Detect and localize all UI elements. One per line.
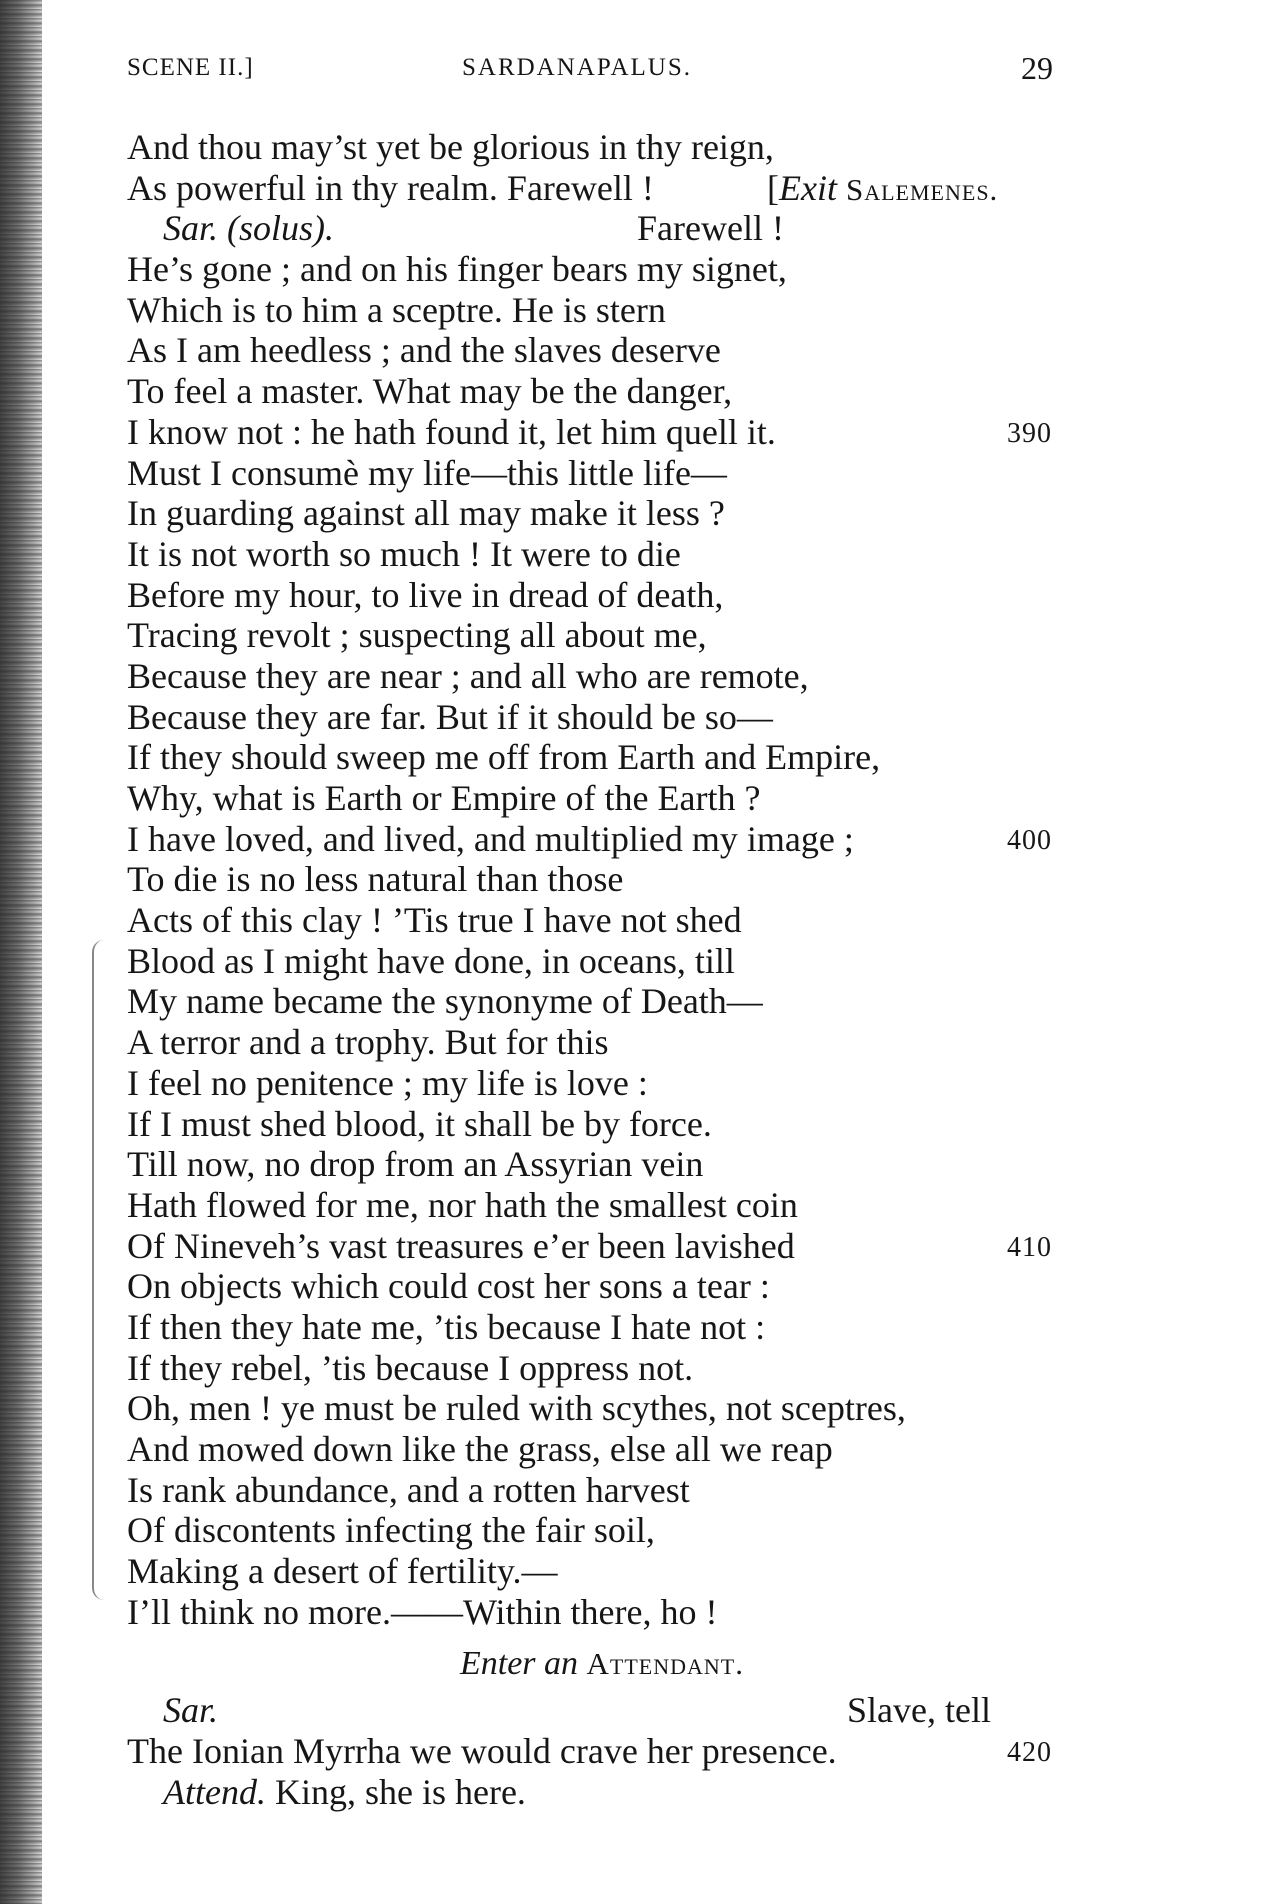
verse-line: In guarding against all may make it less ? bbox=[127, 493, 725, 534]
verse-line: And mowed down like the grass, else all we reap bbox=[127, 1429, 833, 1469]
speaker-name: Sar. bbox=[163, 1690, 219, 1731]
verse-line: Tracing revolt ; suspecting all about me, bbox=[127, 615, 707, 656]
verse-line: Before my hour, to live in dread of death, bbox=[127, 574, 724, 615]
line-number: 390 bbox=[1007, 417, 1052, 449]
verse-line: Blood as I might have done, in oceans, till bbox=[127, 940, 735, 981]
verse-line: He’s gone ; and on his finger bears my signet, bbox=[127, 249, 787, 290]
verse-line: Hath flowed for me, nor hath the smallest coin bbox=[127, 1184, 798, 1225]
verse-line: As powerful in thy realm. Farewell ! [Exit Salemenes. bbox=[127, 168, 1077, 209]
split-line-text: Farewell ! bbox=[637, 208, 784, 249]
verse-line: Till now, no drop from an Assyrian vein bbox=[127, 1144, 704, 1185]
verse-line: Making a desert of fertility.— bbox=[127, 1551, 558, 1592]
verse-line: I’ll think no more.——Within there, ho ! bbox=[127, 1591, 718, 1632]
verse-line: Of Nineveh’s vast treasures e’er been lavished 410 bbox=[127, 1226, 1077, 1267]
verse-line: To die is no less natural than those bbox=[127, 859, 624, 900]
verse-line: Of discontents infecting the fair soil, bbox=[127, 1510, 655, 1551]
verse-text bbox=[127, 127, 1077, 1813]
verse-line: Must I consumè my life—this little life— bbox=[127, 452, 727, 493]
speaker-note: (solus). bbox=[227, 208, 335, 249]
page-number: 29 bbox=[1021, 50, 1053, 86]
verse-line: Is rank abundance, and a rotten harvest bbox=[127, 1469, 690, 1510]
verse-line: Why, what is Earth or Empire of the Earth ? bbox=[127, 778, 761, 818]
line-number: 400 bbox=[1007, 824, 1052, 856]
speaker-line: Attend. King, she is here. bbox=[163, 1771, 526, 1812]
verse-line: My name became the synonyme of Death— bbox=[127, 981, 763, 1022]
stage-direction: Enter an Attendant. bbox=[460, 1645, 744, 1683]
speaker-name: Attend. bbox=[163, 1771, 266, 1812]
verse-line: On objects which could cost her sons a tear : bbox=[127, 1266, 770, 1307]
verse-line: Oh, men ! ye must be ruled with scythes, not sceptres, bbox=[127, 1388, 906, 1429]
verse-line: I know not : he hath found it, let him quell it. 390 bbox=[127, 412, 1077, 453]
verse-line: Because they are far. But if it should be so— bbox=[127, 696, 773, 737]
binding-edge bbox=[0, 0, 42, 1904]
line-number: 420 bbox=[1007, 1737, 1052, 1769]
verse-line: If they rebel, ’tis because I oppress not. bbox=[127, 1347, 694, 1388]
verse-line: Which is to him a sceptre. He is stern bbox=[127, 289, 666, 330]
speaker-line bbox=[127, 208, 1077, 249]
speaker-name: Sar. bbox=[163, 208, 219, 249]
verse-line: It is not worth so much ! It were to die bbox=[127, 533, 681, 574]
split-line-text: Slave, tell bbox=[847, 1690, 991, 1731]
verse-line: I feel no penitence ; my life is love : bbox=[127, 1062, 648, 1103]
verse-line: Acts of this clay ! ’Tis true I have not shed bbox=[127, 900, 742, 941]
verse-line: If then they hate me, ’tis because I hate not : bbox=[127, 1306, 766, 1347]
line-number: 410 bbox=[1007, 1231, 1052, 1263]
verse-line: As I am heedless ; and the slaves deserve bbox=[127, 330, 721, 371]
pencil-bracket-mark bbox=[92, 940, 104, 1600]
verse-line: To feel a master. What may be the danger, bbox=[127, 371, 733, 412]
verse-line: And thou may’st yet be glorious in thy reign, bbox=[127, 127, 774, 167]
verse-line: I have loved, and lived, and multiplied my image ; 400 bbox=[127, 819, 1077, 860]
scene-label: SCENE II.] bbox=[127, 54, 254, 81]
verse-line: A terror and a trophy. But for this bbox=[127, 1022, 609, 1063]
running-title: SARDANAPALUS. bbox=[462, 54, 692, 81]
verse-line: The Ionian Myrrha we would crave her presence. 420 bbox=[127, 1731, 1077, 1772]
running-head bbox=[0, 50, 1270, 94]
verse-line: If they should sweep me off from Earth and Empire, bbox=[127, 737, 881, 778]
verse-line: If I must shed blood, it shall be by force. bbox=[127, 1103, 712, 1144]
speaker-line bbox=[127, 1690, 1077, 1731]
verse-line: Because they are near ; and all who are remote, bbox=[127, 655, 809, 696]
exit-direction: [Exit Salemenes. bbox=[767, 167, 999, 208]
